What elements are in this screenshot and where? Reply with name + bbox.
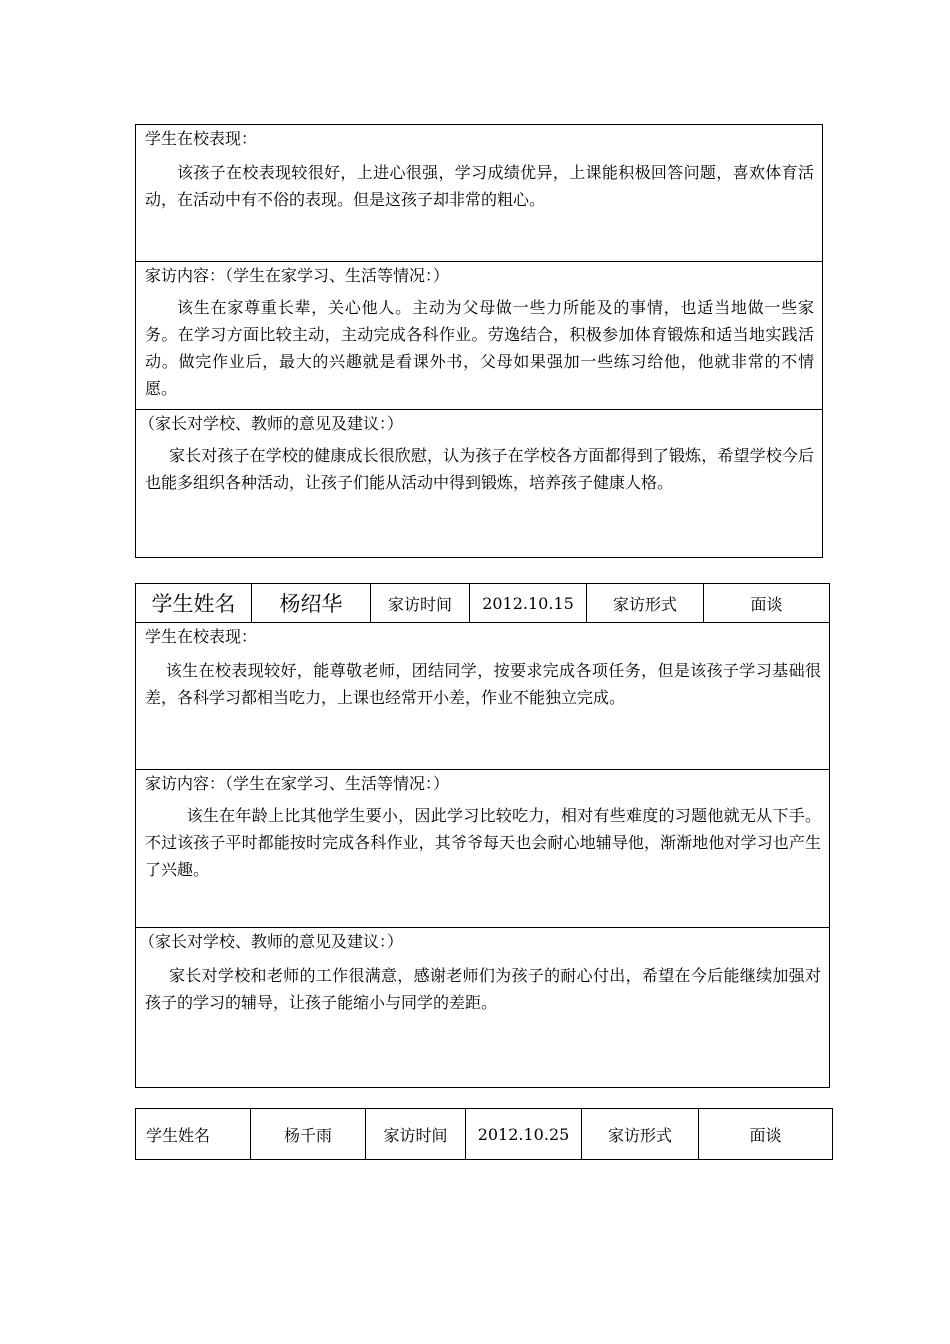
record1-parent-section — [136, 409, 822, 557]
record1-school-section — [136, 125, 822, 261]
record2-form-label: 家访形式 — [587, 584, 704, 623]
record1-home-label: 家访内容：（学生在家学习、生活等情况：） — [145, 266, 450, 285]
record2-school-label: 学生在校表现： — [145, 627, 258, 646]
record2-parent-text: 家长对学校和老师的工作很满意，感谢老师们为孩子的耐心付出，希望在今后能继续加强对孩子的学习的辅导，让孩子能缩小与同学的差距。 — [145, 966, 821, 1012]
record3-info-row — [136, 1109, 833, 1160]
record3-form-label: 家访形式 — [582, 1109, 699, 1160]
record2-parent-section — [136, 927, 829, 1087]
record1-parent-label: （家长对学校、教师的意见及建议：） — [139, 414, 404, 433]
record2-card — [135, 622, 830, 1088]
record3-time-value: 2012.10.25 — [466, 1109, 582, 1160]
record2-info-row — [136, 584, 830, 623]
record2-name-label: 学生姓名 — [136, 584, 252, 623]
record2-home-text: 该生在年龄上比其他学生要小，因此学习比较吃力，相对有些难度的习题他就无从下手。不过该孩子平时都能按时完成各科作业，其爷爷每天也会耐心地辅导他，渐渐地他对学习也产生了兴趣。 — [145, 806, 821, 879]
record3-time-label: 家访时间 — [366, 1109, 466, 1160]
record2-parent-label: （家长对学校、教师的意见及建议：） — [139, 932, 404, 951]
record2-name-value: 杨绍华 — [252, 584, 371, 623]
record2-school-text: 该生在校表现较好，能尊敬老师，团结同学，按要求完成各项任务，但是该孩子学习基础很差，各科学习都相当吃力，上课也经常开小差，作业不能独立完成。 — [145, 661, 821, 707]
record3-name-label: 学生姓名 — [136, 1109, 251, 1160]
record2-time-label: 家访时间 — [371, 584, 470, 623]
record3-info-table — [135, 1108, 833, 1160]
record1-school-text: 该孩子在校表现较很好，上进心很强，学习成绩优异，上课能积极回答问题，喜欢体育活动，在活动中有不俗的表现。但是这孩子却非常的粗心。 — [145, 163, 814, 209]
record1-card — [135, 124, 823, 558]
record3-name-value: 杨千雨 — [251, 1109, 366, 1160]
record2-form-value: 面谈 — [704, 584, 830, 623]
record2-time-value: 2012.10.15 — [470, 584, 587, 623]
record1-home-section — [136, 261, 822, 409]
record2-info-table — [135, 583, 830, 623]
record2-home-label: 家访内容：（学生在家学习、生活等情况：） — [145, 774, 450, 793]
record3-form-value: 面谈 — [699, 1109, 833, 1160]
record2-school-section — [136, 623, 829, 769]
record2-home-section — [136, 769, 829, 927]
record1-school-label: 学生在校表现： — [145, 129, 258, 148]
record1-home-text: 该生在家尊重长辈，关心他人。主动为父母做一些力所能及的事情，也适当地做一些家务。在学习方面比较主动，主动完成各科作业。劳逸结合，积极参加体育锻炼和适当地实践活动。做完作业后，最大的兴趣就是看课外书，父母如果强加一些练习给他，他就非常的不情愿。 — [145, 298, 814, 398]
record1-parent-text: 家长对孩子在学校的健康成长很欣慰，认为孩子在学校各方面都得到了锻炼，希望学校今后也能多组织各种活动，让孩子们能从活动中得到锻炼，培养孩子健康人格。 — [145, 446, 814, 492]
